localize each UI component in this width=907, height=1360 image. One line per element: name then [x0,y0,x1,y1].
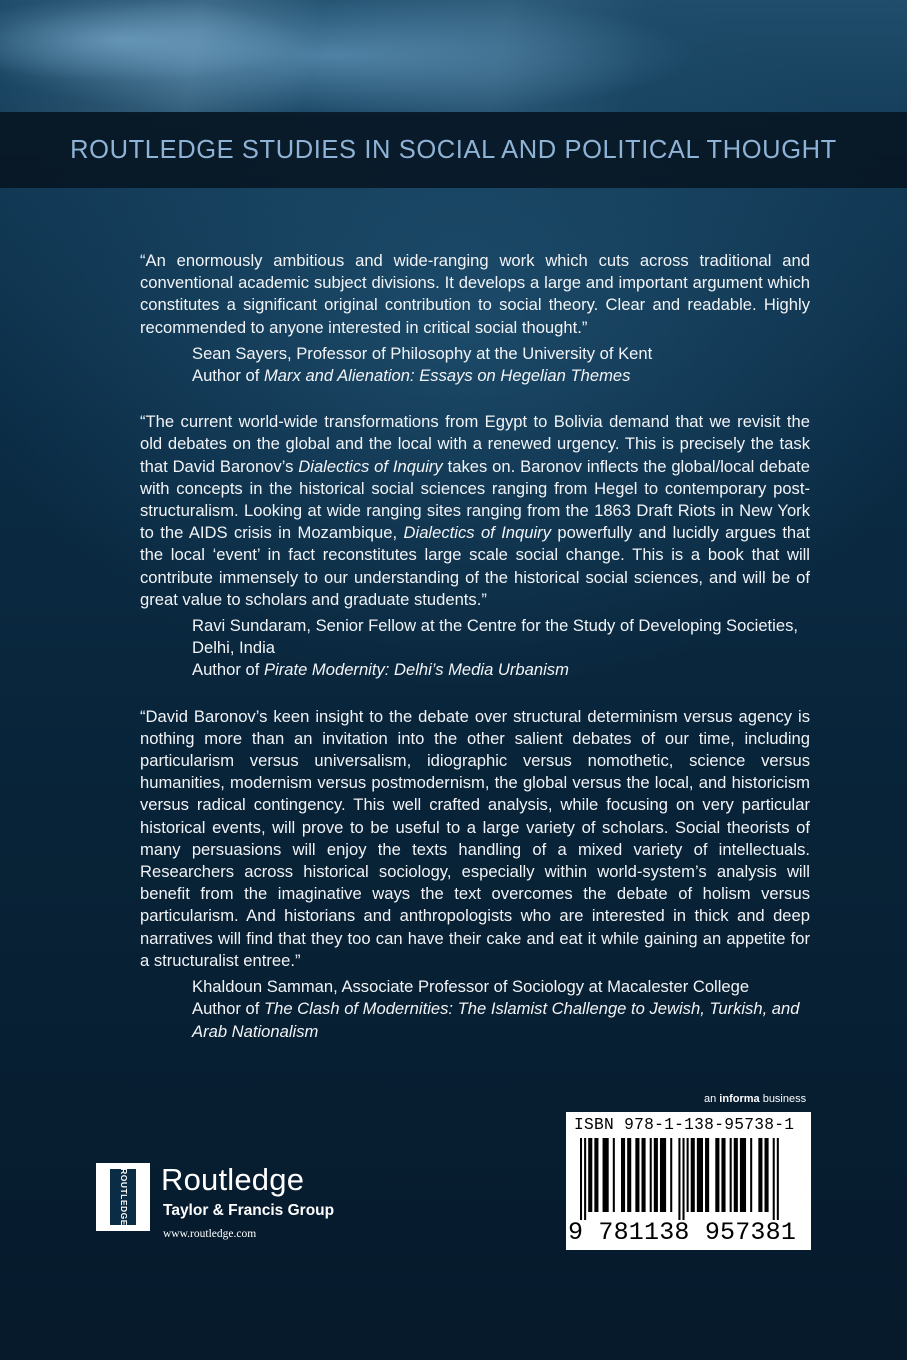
endorsement-3 [140,706,810,1043]
barcode-bar [642,1138,646,1212]
logo-text: ROUTLEDGE [118,1168,129,1226]
barcode-bar [594,1138,598,1212]
barcode-bar [777,1138,779,1220]
barcode-bar [678,1138,680,1220]
publisher-url: www.routledge.com [163,1228,257,1240]
book-title: The Clash of Modernities: The Islamist Challenge to Jewish, Turkish, and Arab Nationalism [192,999,800,1041]
barcode-bar [654,1138,658,1212]
routledge-logo-icon [96,1163,150,1231]
barcode-bar [613,1138,615,1212]
endorsement-quote [140,411,810,611]
series-title: ROUTLEDGE STUDIES IN SOCIAL AND POLITICAL THOUGHT [70,135,837,164]
endorsement-quote: “An enormously ambitious and wide-ranging work which cuts across traditional and conventional academic subject divisions. It develops a large and important argument which constitutes a significant original contribution to social theory. Clear and readable. Highly recommended to anyone interested in critical social thought.” [140,251,810,337]
quote-book-title: Dialectics of Inquiry [403,523,552,543]
quote-text: powerfully and lucidly argues that the local ‘event’ in fact reconstitutes large scale social change. This is a book that will contribute immensely to our understanding of the historical social sciences, and will be of great value to scholars and graduate students.” [140,523,811,609]
endorsements [140,250,810,1043]
barcode-bar [660,1138,666,1212]
barcode-bar [730,1138,732,1212]
isbn-text: ISBN 978-1-138-95738-1 [574,1116,795,1134]
cover-light-sheen [0,0,907,112]
barcode-bar [721,1138,725,1212]
barcode-bar [773,1138,775,1220]
endorser-name: Ravi Sundaram, Senior Fellow at the Centre for the Study of Developing Societies, Delhi, India [192,616,798,658]
quote-book-title: Dialectics of Inquiry [298,456,443,476]
ean-digits: 9 781138 957381 [568,1218,797,1247]
barcode-bar [734,1138,738,1212]
barcode-bar [740,1138,746,1212]
book-title: Marx and Alienation: Essays on Hegelian Themes [263,366,631,386]
book-title: Pirate Modernity: Delhi’s Media Urbanism [263,660,569,680]
informa-word: informa [719,1093,760,1105]
barcode-bar [588,1138,592,1212]
barcode-bar [705,1138,709,1212]
barcode-bar [580,1138,582,1220]
barcode-bar [621,1138,625,1212]
barcode-bar [687,1138,689,1212]
endorser-book [192,998,810,1042]
quote-text: “The current world-wide transformations from Egypt to Bolivia demand that we revisit the old debates on the global and the local with a renewed urgency. This is precisely the task that David Baronov’s [140,412,810,476]
endorsement-attribution [192,976,810,1043]
barcode-bar [750,1138,752,1212]
author-of-label: Author of [192,999,264,1019]
endorsement-1 [140,250,810,387]
publisher-group: Taylor & Francis Group [163,1202,335,1219]
isbn-barcode [566,1112,811,1250]
barcode-bar [603,1138,609,1212]
barcode-bar [584,1138,586,1220]
endorsement-attribution [192,615,810,682]
barcode-bar [627,1138,631,1212]
quote-text: takes on. Baronov inflects the global/local debate with concepts in the historical social sciences ranging from Hegel to contemporary post-structuralism. Looking at wide ranging sites ranging from the 1863 Draft Riots in New York to the AIDS crisis in Mozambique, [140,456,810,543]
barcode-bar [715,1138,719,1212]
barcode-bars [580,1138,798,1220]
barcode-bar [670,1138,672,1212]
barcode-bar [683,1138,685,1220]
barcode-bar [635,1138,639,1212]
endorsement-quote: “David Baronov’s keen insight to the debate over structural determinism versus agency is nothing more than an invitation into the other salient debates of our time, including particularism versus universalism, idiographic versus nomothetic, science versus humanities, modernism versus postmodernism, the global versus the local, and historicism versus radical contingency. This well crafted analysis, while focusing on very particular historical events, will prove to be useful to a large variety of scholars. Social theorists of many persuasions will enjoy the texts handling of a mixed variety of intellectuals. Researchers across historical sociology, especially within world-system’s analysis will benefit from the imaginative ways the text overcomes the debate of holism versus particularism. And historians and anthropologists who are interested in thick and deep narratives will find that they too can have their cake and eat it while gaining an appetite for a structuralist entree.” [140,706,810,970]
informa-suffix: business [759,1093,807,1105]
endorsement-2 [140,411,810,681]
endorser-book [192,659,810,681]
barcode-bar [691,1138,695,1212]
informa-prefix: an [704,1093,720,1105]
endorser-name: Sean Sayers, Professor of Philosophy at the University of Kent [192,343,653,363]
informa-tagline [704,1093,806,1105]
endorser-name: Khaldoun Samman, Associate Professor of Sociology at Macalester College [192,977,750,997]
barcode-bar [765,1138,769,1212]
author-of-label: Author of [192,366,264,386]
barcode-bar [758,1138,762,1212]
endorser-book [192,365,810,387]
author-of-label: Author of [192,660,264,680]
barcode-bar [650,1138,652,1212]
barcode-bar [697,1138,703,1212]
publisher-name: Routledge [161,1162,305,1197]
endorsement-attribution [192,343,810,387]
series-band [0,112,907,188]
